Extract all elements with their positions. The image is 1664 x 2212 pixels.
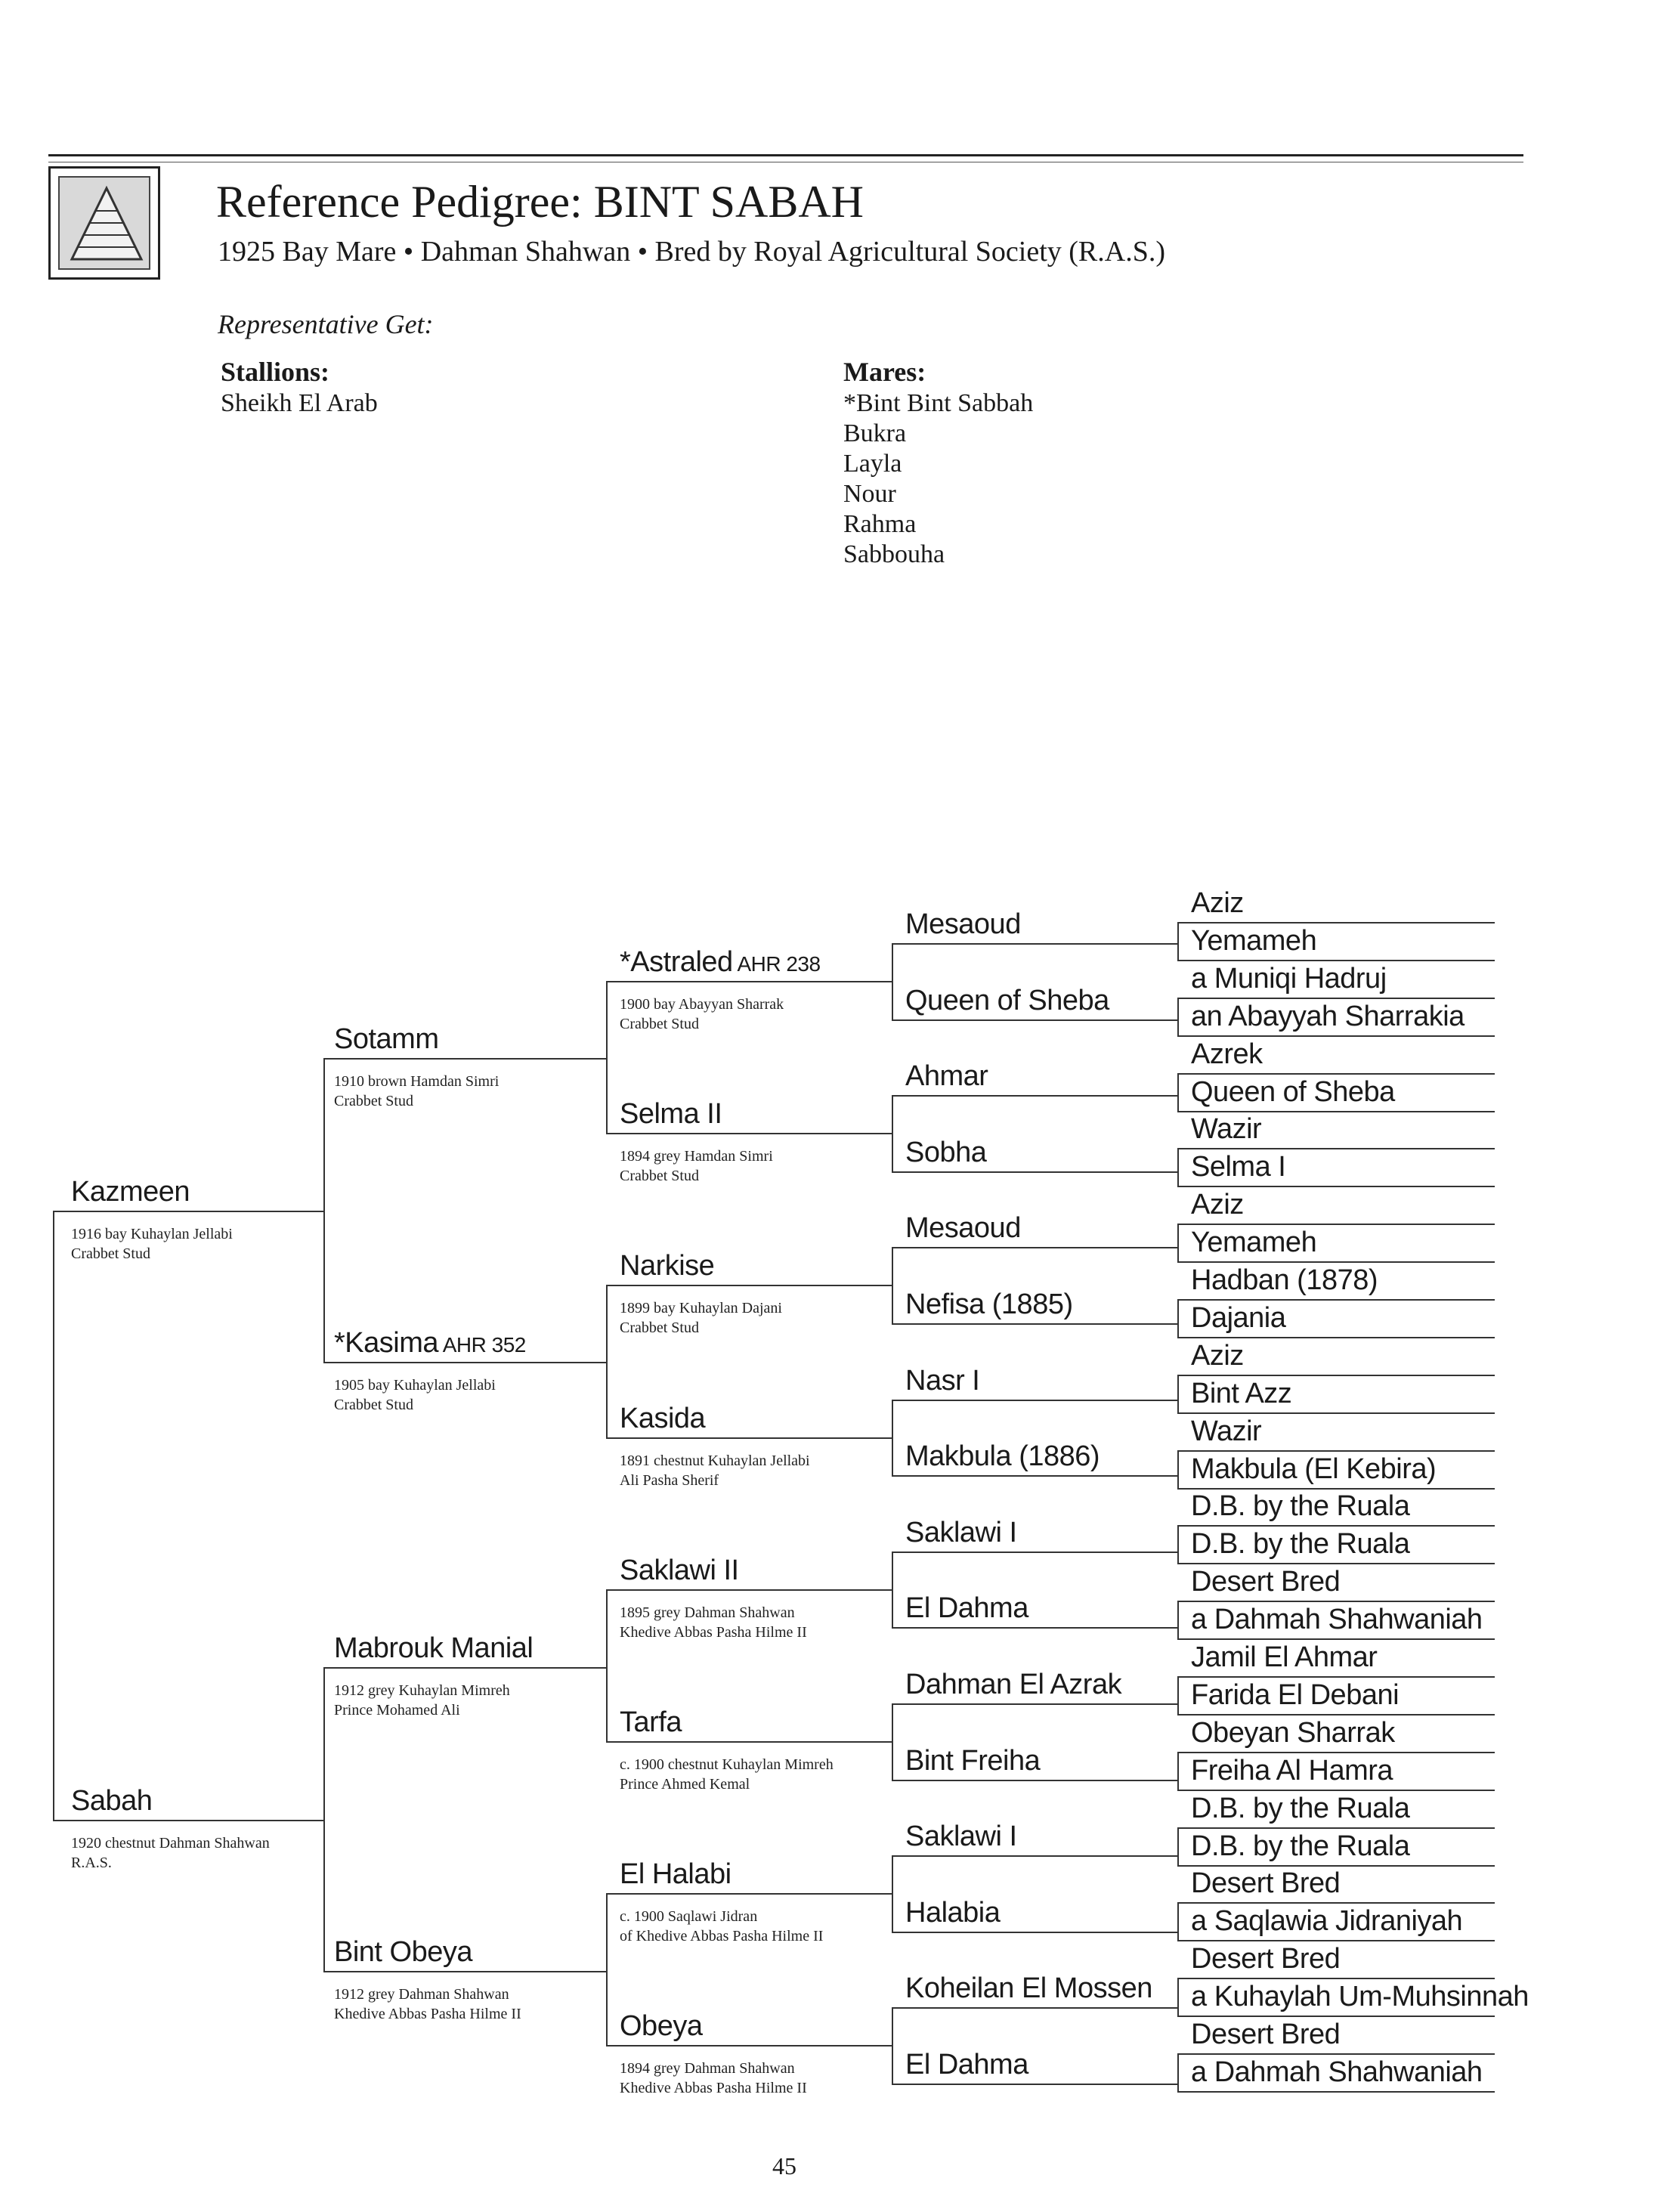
pedigree-connector xyxy=(1177,1827,1179,1865)
pedigree-line xyxy=(1177,1412,1495,1414)
pedigree-line xyxy=(892,1019,1177,1021)
pedigree-line xyxy=(1177,1186,1495,1187)
pedigree-line xyxy=(1177,960,1495,961)
ancestor-gen5: Farida El Debani xyxy=(1191,1679,1400,1711)
pedigree-line xyxy=(892,1551,1177,1553)
pedigree-line xyxy=(1177,1337,1495,1338)
pedigree-line xyxy=(1177,1525,1495,1527)
pedigree-line xyxy=(1177,1865,1495,1867)
stallion-item: Sheikh El Arab xyxy=(221,389,378,417)
ancestor-gen5: D.B. by the Ruala xyxy=(1191,1793,1410,1824)
ancestor-gen5: Selma I xyxy=(1191,1151,1286,1183)
ancestor-gen4: Queen of Sheba xyxy=(905,985,1109,1016)
pedigree-line xyxy=(323,1362,606,1363)
pedigree-connector xyxy=(606,981,608,1133)
pedigree-line xyxy=(892,1323,1177,1325)
mare-item: *Bint Bint Sabbah xyxy=(843,389,1034,417)
ancestor-gen5: D.B. by the Ruala xyxy=(1191,1528,1410,1560)
ancestor-gen4: Makbula (1886) xyxy=(905,1440,1100,1472)
pedigree-connector xyxy=(53,1211,54,1820)
ancestor-gen5: Desert Bred xyxy=(1191,2019,1341,2050)
horse-details: 1891 chestnut Kuhaylan Jellabi Ali Pasha Sherif xyxy=(620,1452,810,1489)
pedigree-line xyxy=(1177,2091,1495,2093)
pedigree-line xyxy=(606,1437,892,1439)
pedigree-line xyxy=(1177,1940,1495,1941)
horse-details: 1910 brown Hamdan Simri Crabbet Stud xyxy=(334,1073,500,1109)
pedigree-connector xyxy=(1177,1902,1179,1940)
pedigree-line xyxy=(1177,922,1495,923)
ancestor-gen4: Nasr I xyxy=(905,1365,980,1397)
pedigree-line xyxy=(1177,1563,1495,1564)
pedigree-connector xyxy=(606,1285,608,1437)
ancestor-gen5: Obeyan Sharrak xyxy=(1191,1717,1395,1749)
pedigree-connector xyxy=(1177,1525,1179,1563)
ancestor-gen4: Nefisa (1885) xyxy=(905,1289,1073,1320)
ancestor-gen5: Bint Azz xyxy=(1191,1378,1292,1409)
pedigree-connector xyxy=(892,1400,893,1475)
pedigree-line xyxy=(1177,1827,1495,1829)
stallions-heading: Stallions: xyxy=(221,357,330,387)
pedigree-connector xyxy=(1177,1450,1179,1488)
mare-item: Bukra xyxy=(843,419,907,447)
pedigree-line xyxy=(606,2045,892,2046)
pedigree-line xyxy=(1177,1035,1495,1037)
ancestor-gen3: Kasida xyxy=(620,1403,706,1434)
pedigree-connector xyxy=(1177,1601,1179,1638)
horse-details: 1905 bay Kuhaylan Jellabi Crabbet Stud xyxy=(334,1377,496,1413)
pedigree-line xyxy=(53,1820,323,1821)
pedigree-connector xyxy=(1177,1148,1179,1186)
pedigree-line xyxy=(1177,1261,1495,1263)
ancestor-gen5: Jamil El Ahmar xyxy=(1191,1641,1378,1673)
pedigree-line xyxy=(892,2007,1177,2009)
pedigree-connector xyxy=(892,1855,893,1932)
ancestor-gen3: El Halabi xyxy=(620,1858,731,1890)
ancestor-gen5: Yemameh xyxy=(1191,1227,1317,1258)
pedigree-line xyxy=(1177,1073,1495,1075)
ancestor-gen4: Ahmar xyxy=(905,1060,988,1092)
horse-details: 1912 grey Dahman Shahwan Khedive Abbas Pasha Hilme II xyxy=(334,1986,521,2022)
pedigree-connector xyxy=(1177,1676,1179,1714)
ancestor-gen3: Obeya xyxy=(620,2010,703,2042)
horse-details: c. 1900 Saqlawi Jidran of Khedive Abbas Pasha Hilme II xyxy=(620,1908,824,1944)
horse-details: 1895 grey Dahman Shahwan Khedive Abbas Pasha Hilme II xyxy=(620,1604,807,1641)
pedigree-line xyxy=(892,2084,1177,2085)
ancestor-gen4: Saklawi I xyxy=(905,1517,1017,1548)
mares-heading: Mares: xyxy=(843,357,926,387)
mare-item: Rahma xyxy=(843,510,917,538)
pedigree-connector xyxy=(1177,1375,1179,1412)
pedigree-connector xyxy=(892,1551,893,1627)
pedigree-connector xyxy=(892,2007,893,2084)
ancestor-gen5: a Kuhaylah Um-Muhsinnah xyxy=(1191,1981,1529,2012)
ancestor-gen5: Desert Bred xyxy=(1191,1566,1341,1598)
pedigree-line xyxy=(1177,2053,1495,2055)
ancestor-gen5: Queen of Sheba xyxy=(1191,1076,1395,1108)
pedigree-connector xyxy=(1177,1299,1179,1337)
pedigree-line xyxy=(606,1285,892,1286)
ancestor-gen4: Koheilan El Mossen xyxy=(905,1972,1152,2004)
ancestor-gen4: El Dahma xyxy=(905,2049,1028,2081)
ancestor-gen4: El Dahma xyxy=(905,1592,1028,1624)
ancestor-gen5: a Dahmah Shahwaniah xyxy=(1191,2056,1483,2088)
ancestor-gen5: D.B. by the Ruala xyxy=(1191,1830,1410,1862)
pedigree-line xyxy=(892,1247,1177,1248)
registration-number: AHR 352 xyxy=(438,1333,526,1357)
pedigree-line xyxy=(892,1932,1177,1933)
ancestor-gen2: Bint Obeya xyxy=(334,1936,472,1968)
header-rule-thick xyxy=(48,154,1523,156)
pedigree-line xyxy=(1177,1450,1495,1452)
pedigree-line xyxy=(606,981,892,982)
pedigree-connector xyxy=(892,943,893,1019)
pedigree-line xyxy=(1177,1752,1495,1753)
ancestor-gen1: Kazmeen xyxy=(71,1176,190,1208)
pyramid-logo xyxy=(48,166,160,280)
ancestor-gen5: Aziz xyxy=(1191,887,1244,919)
pedigree-connector xyxy=(1177,1073,1179,1111)
ancestor-gen2: Sotamm xyxy=(334,1023,439,1055)
ancestor-gen3: Tarfa xyxy=(620,1706,682,1738)
pedigree-line xyxy=(1177,1601,1495,1602)
pedigree-line xyxy=(892,1475,1177,1477)
pedigree-line xyxy=(606,1589,892,1591)
ancestor-gen5: Aziz xyxy=(1191,1189,1244,1220)
ancestor-gen5: Wazir xyxy=(1191,1415,1262,1447)
page-number: 45 xyxy=(772,2152,796,2180)
ancestor-gen5: Hadban (1878) xyxy=(1191,1264,1378,1296)
pedigree-line xyxy=(53,1211,323,1212)
ancestor-gen2: Mabrouk Manial xyxy=(334,1632,534,1664)
pedigree-line xyxy=(892,1400,1177,1401)
pyramid-icon xyxy=(60,178,153,273)
ancestor-gen2: *Kasima AHR 352 xyxy=(334,1327,526,1359)
ancestor-gen5: Desert Bred xyxy=(1191,1867,1341,1899)
page-subtitle: 1925 Bay Mare • Dahman Shahwan • Bred by Royal Agricultural Society (R.A.S.) xyxy=(218,236,1165,268)
pedigree-line xyxy=(1177,998,1495,999)
ancestor-gen3: Selma II xyxy=(620,1098,722,1130)
ancestor-gen5: D.B. by the Ruala xyxy=(1191,1490,1410,1522)
horse-details: 1900 bay Abayyan Sharrak Crabbet Stud xyxy=(620,996,784,1032)
pedigree-line xyxy=(606,1741,892,1743)
pedigree-line xyxy=(892,943,1177,945)
pedigree-line xyxy=(323,1058,606,1060)
ancestor-gen4: Halabia xyxy=(905,1897,1001,1929)
pedigree-line xyxy=(892,1095,1177,1097)
pedigree-line xyxy=(323,1667,606,1669)
ancestor-gen4: Dahman El Azrak xyxy=(905,1669,1122,1700)
pedigree-connector xyxy=(606,1893,608,2045)
ancestor-gen1: Sabah xyxy=(71,1785,153,1817)
ancestor-gen5: an Abayyah Sharrakia xyxy=(1191,1001,1465,1032)
horse-details: c. 1900 chestnut Kuhaylan Mimreh Prince Ahmed Kemal xyxy=(620,1756,834,1793)
ancestor-gen5: Wazir xyxy=(1191,1113,1262,1145)
ancestor-gen5: Dajania xyxy=(1191,1302,1286,1334)
ancestor-gen5: a Muniqi Hadruj xyxy=(1191,963,1387,995)
pedigree-connector xyxy=(1177,2053,1179,2091)
ancestor-gen5: Aziz xyxy=(1191,1340,1244,1372)
pedigree-line xyxy=(1177,1638,1495,1640)
ancestor-gen5: Makbula (El Kebira) xyxy=(1191,1453,1437,1485)
pedigree-line xyxy=(1177,1375,1495,1376)
pedigree-line xyxy=(892,1171,1177,1173)
ancestor-gen4: Mesaoud xyxy=(905,908,1021,940)
pedigree-line xyxy=(1177,1978,1495,1979)
pedigree-line xyxy=(892,1703,1177,1705)
ancestor-gen5: a Dahmah Shahwaniah xyxy=(1191,1604,1483,1635)
ancestor-gen3: *Astraled AHR 238 xyxy=(620,946,821,978)
pedigree-line xyxy=(606,1893,892,1895)
mare-item: Sabbouha xyxy=(843,540,945,568)
pedigree-connector xyxy=(1177,922,1179,960)
horse-details: 1899 bay Kuhaylan Dajani Crabbet Stud xyxy=(620,1300,782,1336)
mare-item: Layla xyxy=(843,450,902,478)
pedigree-connector xyxy=(606,1589,608,1741)
pedigree-line xyxy=(1177,1902,1495,1904)
pedigree-line xyxy=(892,1855,1177,1857)
pedigree-line xyxy=(323,1971,606,1972)
ancestor-gen5: a Saqlawia Jidraniyah xyxy=(1191,1905,1463,1937)
pedigree-line xyxy=(1177,1676,1495,1678)
pedigree-line xyxy=(1177,1148,1495,1149)
ancestor-gen5: Azrek xyxy=(1191,1038,1263,1070)
pedigree-line xyxy=(1177,1488,1495,1490)
horse-details: 1920 chestnut Dahman Shahwan R.A.S. xyxy=(71,1835,270,1871)
ancestor-gen5: Freiha Al Hamra xyxy=(1191,1755,1393,1787)
pedigree-line xyxy=(892,1627,1177,1629)
pedigree-connector xyxy=(323,1667,325,1971)
ancestor-gen4: Sobha xyxy=(905,1137,987,1168)
pedigree-connector xyxy=(1177,1752,1179,1790)
registration-number: AHR 238 xyxy=(732,952,821,976)
mares-section xyxy=(843,355,1033,570)
ancestor-gen5: Desert Bred xyxy=(1191,1943,1341,1975)
pedigree-line xyxy=(1177,1299,1495,1301)
stallions-section xyxy=(221,355,378,419)
horse-details: 1912 grey Kuhaylan Mimreh Prince Mohamed Ali xyxy=(334,1682,510,1719)
page-title: Reference Pedigree: BINT SABAH xyxy=(216,177,864,227)
ancestor-gen4: Saklawi I xyxy=(905,1821,1017,1852)
horse-details: 1894 grey Hamdan Simri Crabbet Stud xyxy=(620,1148,773,1184)
pedigree-connector xyxy=(1177,1224,1179,1261)
pedigree-connector xyxy=(892,1703,893,1780)
ancestor-gen3: Narkise xyxy=(620,1250,715,1282)
pedigree-line xyxy=(892,1780,1177,1781)
pedigree-connector xyxy=(323,1058,325,1362)
horse-details: 1916 bay Kuhaylan Jellabi Crabbet Stud xyxy=(71,1226,233,1262)
pedigree-line xyxy=(1177,2016,1495,2017)
pedigree-line xyxy=(1177,1111,1495,1112)
ancestor-gen5: Yemameh xyxy=(1191,925,1317,957)
pedigree-connector xyxy=(892,1247,893,1323)
representative-get-label: Representative Get: xyxy=(218,309,434,339)
pedigree-line xyxy=(1177,1714,1495,1715)
ancestor-gen4: Mesaoud xyxy=(905,1212,1021,1244)
pedigree-connector xyxy=(1177,998,1179,1035)
ancestor-gen3: Saklawi II xyxy=(620,1555,739,1586)
horse-details: 1894 grey Dahman Shahwan Khedive Abbas Pasha Hilme II xyxy=(620,2060,807,2096)
pedigree-line xyxy=(1177,1224,1495,1225)
pedigree-connector xyxy=(892,1095,893,1171)
pedigree-line xyxy=(1177,1790,1495,1791)
pedigree-line xyxy=(606,1133,892,1134)
ancestor-gen4: Bint Freiha xyxy=(905,1745,1041,1777)
mare-item: Nour xyxy=(843,480,896,508)
pedigree-connector xyxy=(1177,1978,1179,2016)
